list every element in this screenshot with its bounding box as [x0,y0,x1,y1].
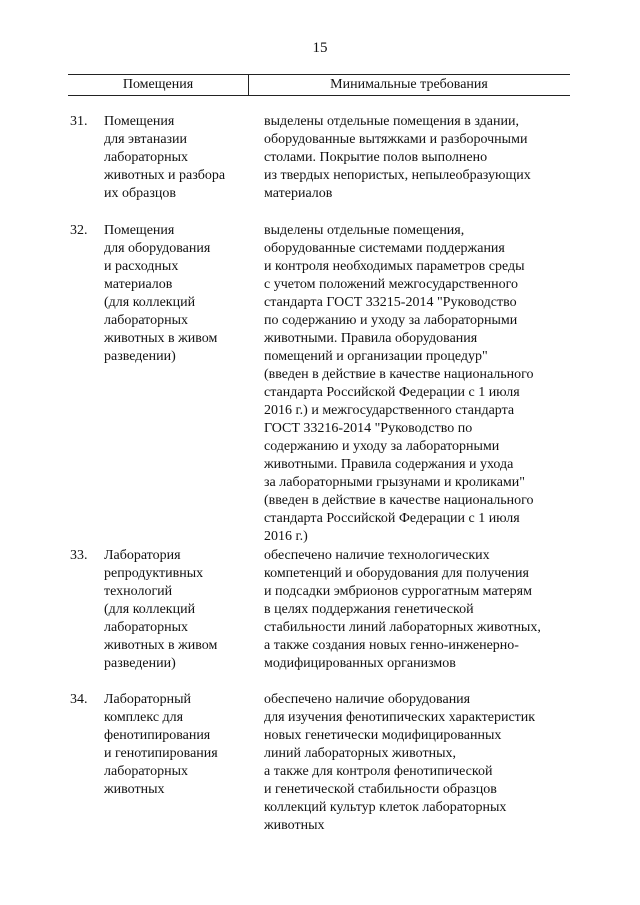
row-requirements: обеспечено наличие технологических компетенций и оборудования для получения и подсадки эмбрионов суррогатным матерям в целях поддержания генетической стабильности линий лабораторных животных, а также создания новых генно-инженерно- модифицированных организмов [264,548,541,671]
row-requirements: обеспечено наличие оборудования для изучения фенотипических характеристик новых генетически модифицированных линий лабораторных животных, а также для контроля фенотипической и генетической стабильности образцов коллекций культур клеток лабораторных животных [264,692,536,833]
header-requirements: Минимальные требования [330,77,488,92]
row-number: 34. [70,692,88,707]
header-premises: Помещения [122,77,194,92]
row-premises: Лаборатория репродуктивных технологий (для коллекций лабораторных животных в живом разведении) [104,548,218,671]
row-number: 33. [70,548,88,563]
page-number: 15 [312,40,328,56]
table-header [68,74,570,96]
row-requirements: выделены отдельные помещения, оборудованные системами поддержания и контроля необходимых параметров среды с учетом положений межгосударственного стандарта ГОСТ 33215-2014 "Руководство по содержанию и уходу за лабораторными животными. Правила оборудования помещений и организации процедур" (введен в действие в качестве национального стандарта Российской Федерации с 1 июля 2016 г.) и межгосударственного стандарта ГОСТ 33216-2014 "Руководство по содержанию и уходу за лабораторными животными. Правила содержания и ухода за лабораторными грызунами и кроликами" (введен в действие в качестве национального стандарта Российской Федерации с 1 июля 2016 г.) [264,223,534,544]
row-premises: Лабораторный комплекс для фенотипирования и генотипирования лабораторных животных [104,692,218,797]
row-requirements: выделены отдельные помещения в здании, оборудованные вытяжками и разборочными столами. Покрытие полов выполнено из твердых непористых, непылеобразующих материалов [264,114,531,201]
row-premises: Помещения для оборудования и расходных материалов (для коллекций лабораторных животных в живом разведении) [104,223,218,364]
row-number: 32. [70,223,88,238]
row-number: 31. [70,114,88,129]
row-premises: Помещения для эвтаназии лабораторных животных и разбора их образцов [104,114,226,201]
